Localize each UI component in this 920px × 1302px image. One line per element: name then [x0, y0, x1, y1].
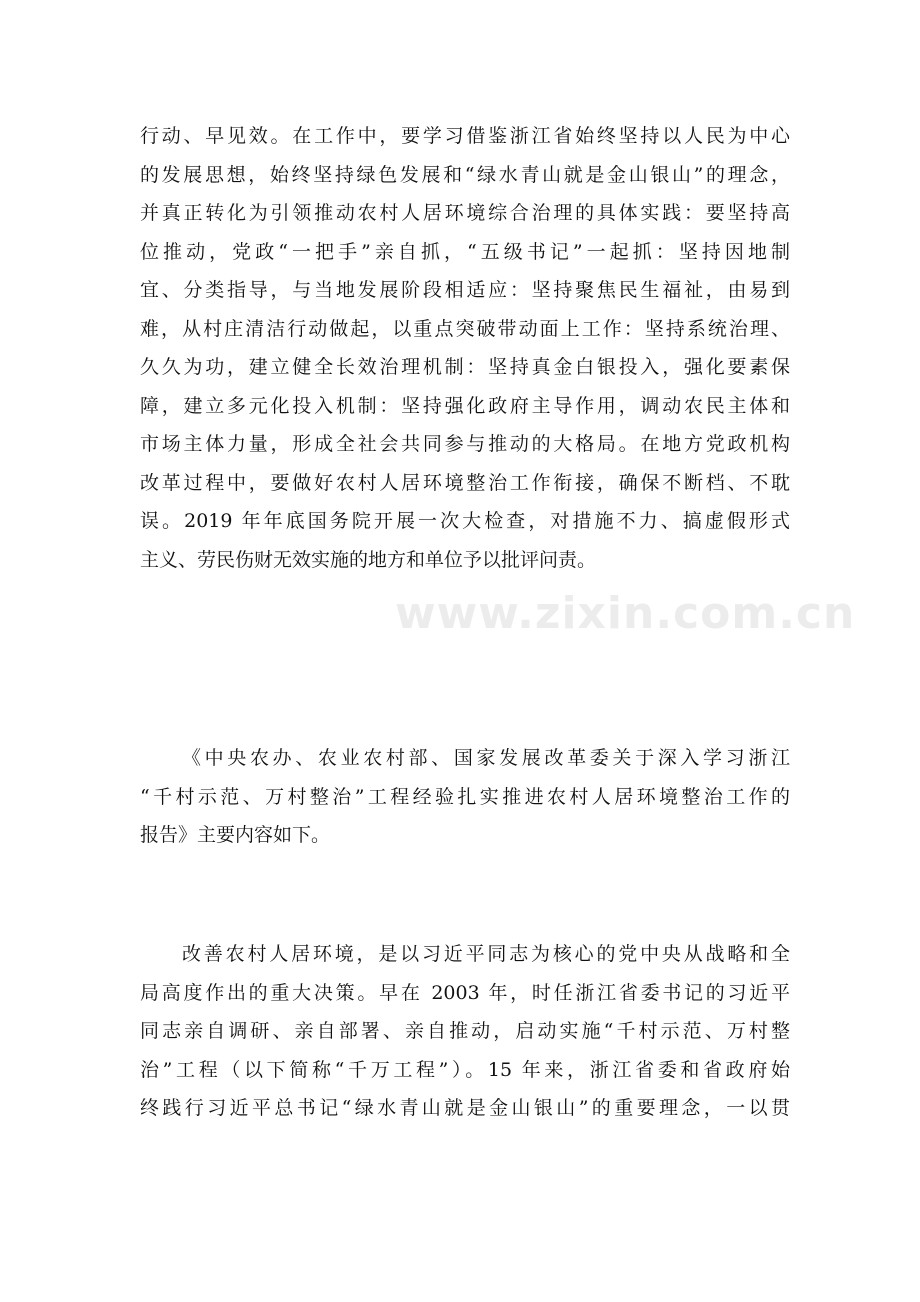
text-line: 难，从村庄清洁行动做起，以重点突破带动面上工作：坚持系统治理、: [140, 317, 790, 340]
text-line: 行动、早见效。在工作中，要学习借鉴浙江省始终坚持以人民为中心: [140, 125, 790, 147]
paragraph-1: [140, 117, 790, 579]
text-line: 的发展思想，始终坚持绿色发展和“绿水青山就是金山银山”的理念，: [140, 163, 790, 186]
text-line: 市场主体力量，形成全社会共同参与推动的大格局。在地方党政机构: [140, 433, 790, 455]
text-line: 《中央农办、农业农村部、国家发展改革委关于深入学习浙江: [182, 747, 790, 769]
text-line: 终践行习近平总书记“绿水青山就是金山银山”的重要理念，一以贯: [140, 1097, 790, 1119]
paragraph-3: [140, 935, 790, 1128]
text-line: “千村示范、万村整治”工程经验扎实推进农村人居环境整治工作的: [140, 785, 790, 808]
text-line: 宜、分类指导，与当地发展阶段相适应：坚持聚焦民生福祉，由易到: [140, 279, 790, 301]
text-line: 久久为功，建立健全长效治理机制：坚持真金白银投入，强化要素保: [140, 356, 790, 378]
text-line: 并真正转化为引领推动农村人居环境综合治理的具体实践：要坚持高: [140, 202, 790, 224]
watermark: www.zixin.com.cn: [395, 588, 856, 639]
text-line: 位推动，党政“一把手”亲自抓，“五级书记”一起抓：坚持因地制: [140, 240, 790, 263]
text-line: 误。2019 年年底国务院开展一次大检查，对措施不力、搞虚假形式: [140, 510, 790, 532]
paragraph-2: [140, 739, 790, 855]
text-line: 治”工程（以下简称“千万工程”）。15 年来，浙江省委和省政府始: [140, 1058, 790, 1081]
text-line: 主义、劳民伤财无效实施的地方和单位予以批评问责。: [140, 548, 597, 571]
text-line: 局高度作出的重大决策。早在 2003 年，时任浙江省委书记的习近平: [140, 981, 790, 1004]
text-line: 报告》主要内容如下。: [140, 824, 331, 846]
text-line: 改革过程中，要做好农村人居环境整治工作衔接，确保不断档、不耽: [140, 471, 790, 494]
text-line: 同志亲自调研、亲自部署、亲自推动，启动实施“千村示范、万村整: [140, 1020, 790, 1042]
text-line: 改善农村人居环境，是以习近平同志为核心的党中央从战略和全: [182, 943, 790, 965]
text-line: 障，建立多元化投入机制：坚持强化政府主导作用，调动农民主体和: [140, 394, 790, 417]
